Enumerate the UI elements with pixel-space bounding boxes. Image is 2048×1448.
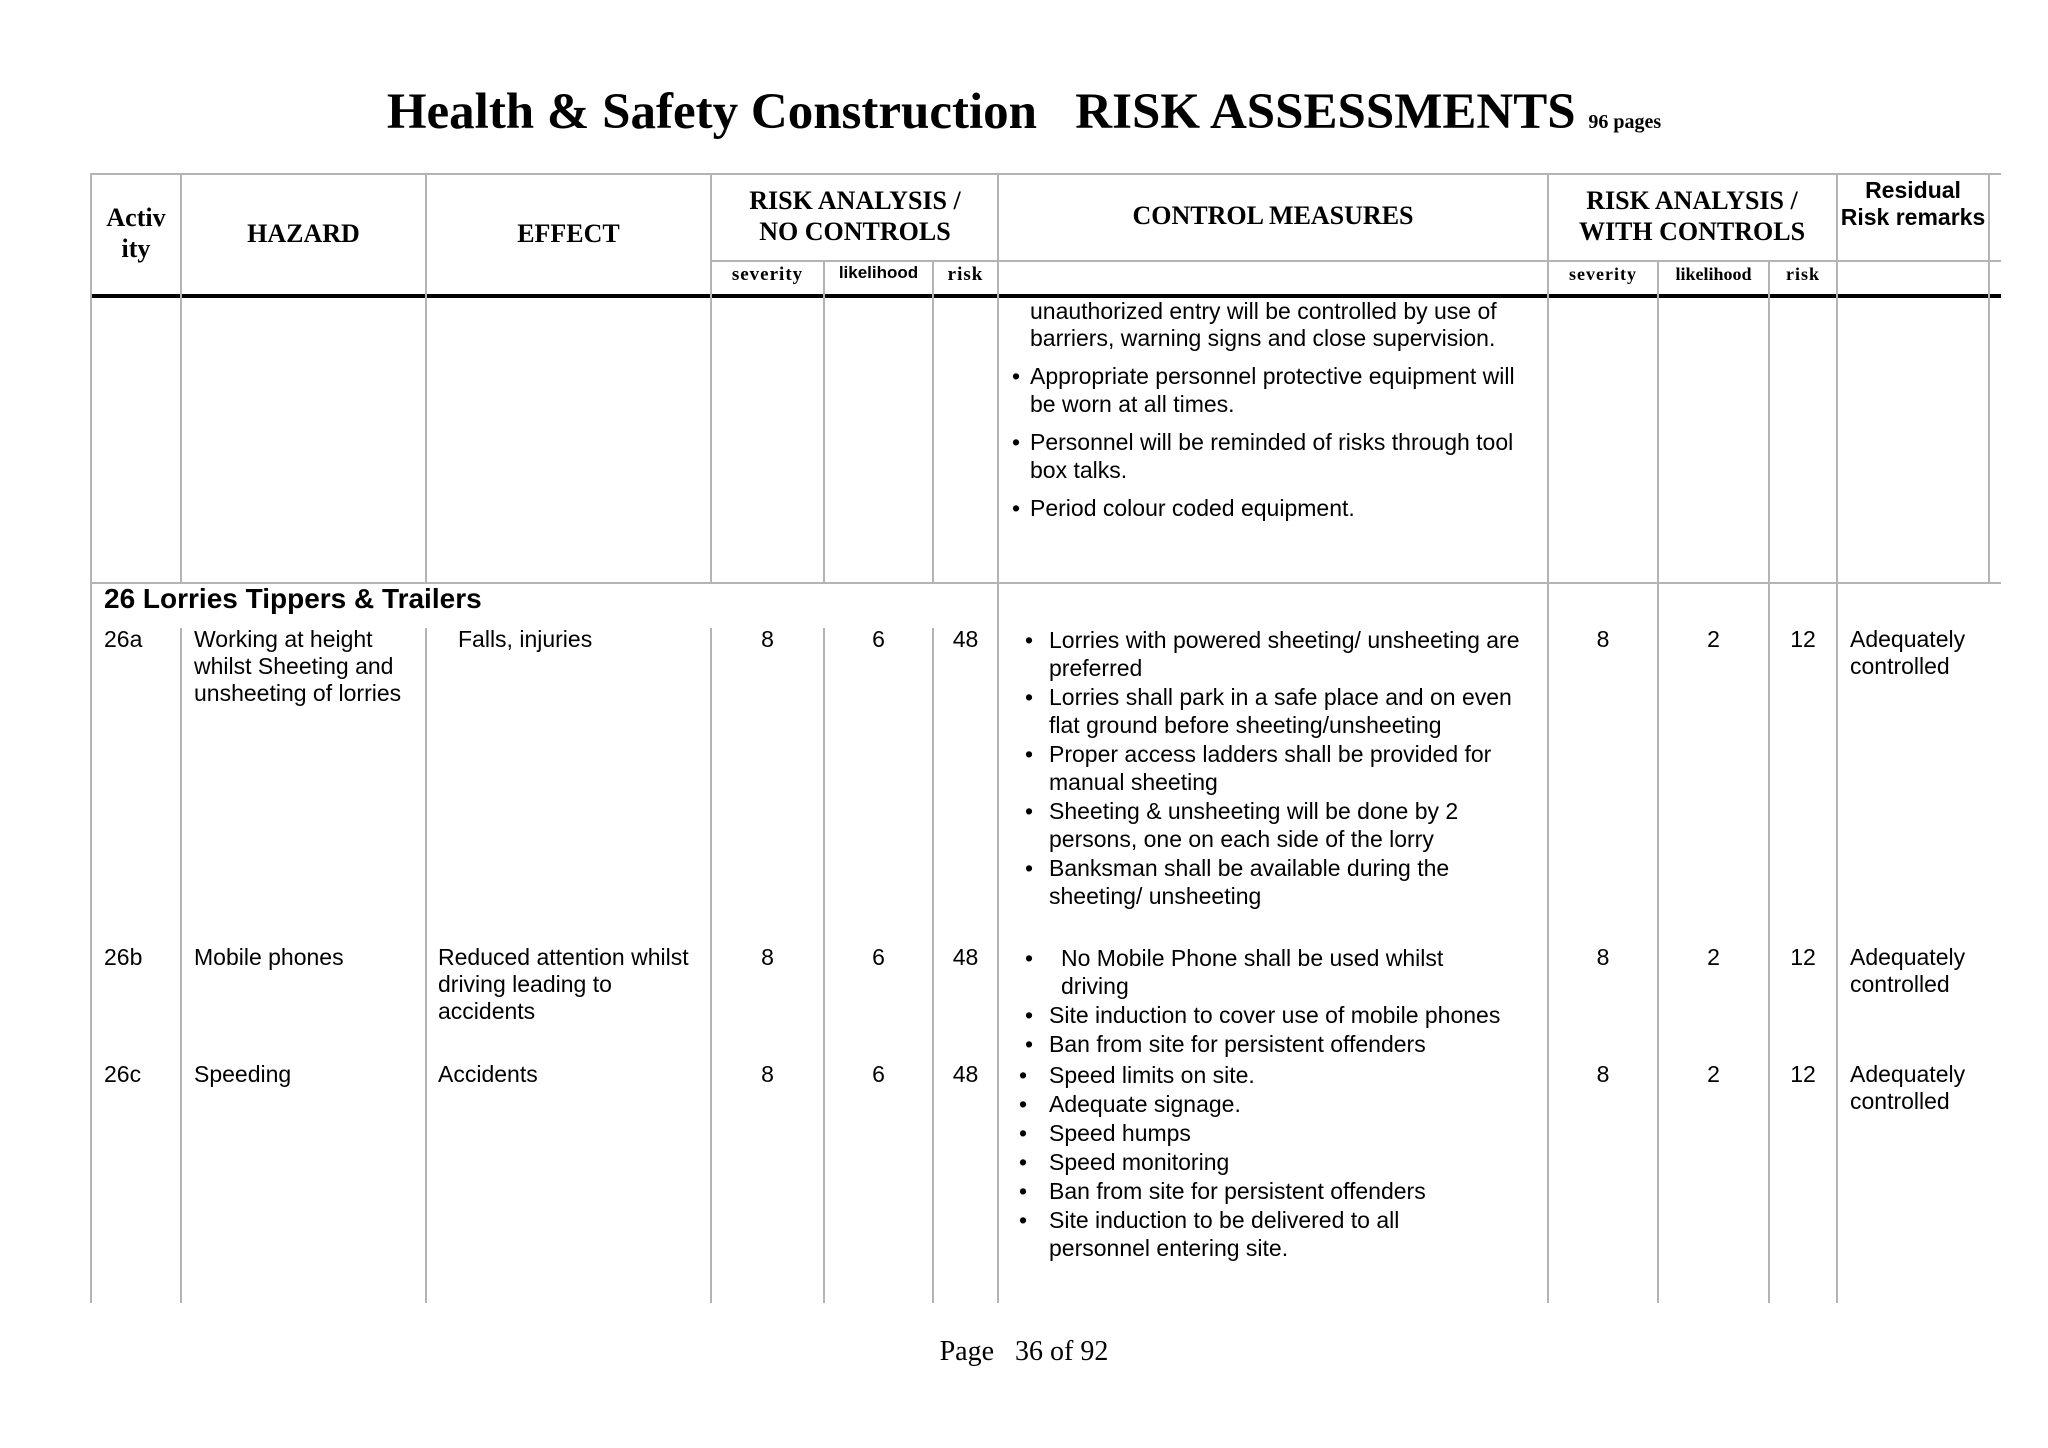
row-26c-likelihood: 6 <box>872 1061 885 1087</box>
row-26a-effect: Falls, injuries <box>458 626 593 652</box>
row-26b-control-list <box>1009 944 1539 1058</box>
row-26b-id: 26b <box>104 944 143 970</box>
row-26b-controls <box>1009 944 1539 1059</box>
col-line-7 <box>1547 173 1549 1303</box>
list-item: • Period colour coded equipment. <box>1006 494 1536 522</box>
col-line-9 <box>1768 260 1770 1303</box>
header-residual <box>1838 177 1988 231</box>
header-activity-text: Activ ity <box>106 203 166 263</box>
row-26c-hazard: Speeding <box>194 1061 292 1087</box>
subheader-likelihood-text: likelihood <box>838 263 919 282</box>
list-item: • Lorries shall park in a safe place and on even flat ground before sheeting/unsheeting <box>1009 683 1539 739</box>
document-title-text: Health & Safety Construction RISK ASSESSMENTS <box>386 84 1576 140</box>
continuation-lead-text: unauthorized entry will be controlled by use of barriers, warning signs and close supervision. <box>1030 298 1497 351</box>
row-26b-risk: 48 <box>952 944 979 970</box>
row-26b-hazard: Mobile phones <box>194 944 344 970</box>
header-control-measures <box>999 200 1547 231</box>
subheader-risk-text: risk <box>947 264 984 285</box>
row-26c-risk-c: 12 <box>1790 1061 1816 1087</box>
row-26b-effect: Reduced attention whilst driving leading to accidents <box>438 944 689 1024</box>
header-activity <box>92 202 180 264</box>
list-item: • Speed limits on site. <box>1003 1061 1539 1089</box>
row-26a-controls <box>1009 626 1539 911</box>
row-26b-likelihood: 6 <box>872 944 885 970</box>
page-number: Page 36 of 92 <box>939 1336 1109 1367</box>
list-item: • Ban from site for persistent offenders <box>1003 1177 1539 1205</box>
col-line-6 <box>997 173 999 1303</box>
col-line-5 <box>932 260 934 583</box>
row-26c-severity: 8 <box>761 1061 774 1087</box>
list-item: • Site induction to cover use of mobile phones <box>1009 1001 1539 1029</box>
col-line-10 <box>1836 173 1838 1303</box>
row-26a-severity: 8 <box>761 626 774 652</box>
row-26a-id: 26a <box>104 626 143 652</box>
col-line-3 <box>710 173 712 583</box>
header-hazard-text: HAZARD <box>247 219 360 248</box>
list-item: • Lorries with powered sheeting/ unsheeting are preferred <box>1009 626 1539 682</box>
row-26b-severity: 8 <box>761 944 774 970</box>
subheader-severity <box>712 264 823 286</box>
list-item: • Adequate signage. <box>1003 1090 1539 1118</box>
col-line-0 <box>90 173 92 1303</box>
row-26b-remarks: Adequately controlled <box>1850 944 1966 997</box>
row-26a-control-list <box>1009 626 1539 910</box>
row-26b-likelihood-c: 2 <box>1707 944 1720 970</box>
section-title <box>104 582 482 616</box>
list-item: • Proper access ladders shall be provided for manual sheeting <box>1009 740 1539 796</box>
pages-note: 96 pages <box>1588 111 1662 133</box>
continuation-controls <box>1006 298 1536 522</box>
col-line-8 <box>1657 260 1659 1303</box>
list-item: • Site induction to be delivered to all personnel entering site. <box>1003 1206 1539 1262</box>
header-effect-text: EFFECT <box>517 219 620 248</box>
list-item: • Appropriate personnel protective equipment will be worn at all times. <box>1006 362 1536 418</box>
header-residual-text: Residual Risk remarks <box>1840 177 1986 230</box>
row-26a-likelihood: 6 <box>872 626 885 652</box>
list-item: • Speed humps <box>1003 1119 1539 1147</box>
subheader-divider <box>710 260 2001 262</box>
row-26c-remarks: Adequately controlled <box>1850 1061 1966 1114</box>
row-26a-hazard: Working at height whilst Sheeting and unsheeting of lorries <box>194 626 402 706</box>
header-control-measures-text: CONTROL MEASURES <box>1132 201 1414 230</box>
subheader-severity-text: severity <box>731 264 804 285</box>
row-26a-remarks: Adequately controlled <box>1850 626 1966 679</box>
row-26a-severity-c: 8 <box>1596 626 1610 652</box>
header-risk-with-controls-text: RISK ANALYSIS / WITH CONTROLS <box>1578 186 1806 246</box>
col-line-2b <box>425 628 427 1303</box>
row-26b-severity-c: 8 <box>1596 944 1610 970</box>
col-line-1b <box>180 628 182 1303</box>
header-hazard <box>182 218 425 249</box>
header-risk-with-controls <box>1560 185 1824 247</box>
subheader-likelihood-c <box>1659 264 1768 285</box>
subheader-likelihood-c-text: likelihood <box>1675 264 1752 284</box>
row-26c-severity-c: 8 <box>1596 1061 1610 1087</box>
list-item: • Sheeting & unsheeting will be done by 2 persons, one on each side of the lorry <box>1009 797 1539 853</box>
continuation-bullets <box>1006 362 1536 522</box>
row-26c-risk: 48 <box>952 1061 979 1087</box>
document-title <box>0 82 2048 152</box>
subheader-severity-c <box>1549 264 1657 285</box>
list-item: • Personnel will be reminded of risks through tool box talks. <box>1006 428 1536 484</box>
row-26c-effect: Accidents <box>438 1061 538 1087</box>
row-26c-likelihood-c: 2 <box>1707 1061 1720 1087</box>
subheader-risk-c-text: risk <box>1785 264 1820 284</box>
list-item: • Banksman shall be available during the sheeting/ unsheeting <box>1009 854 1539 910</box>
row-26c-controls <box>1003 1061 1539 1263</box>
row-26a-likelihood-c: 2 <box>1707 626 1720 652</box>
subheader-risk <box>934 264 997 286</box>
header-risk-no-controls-text: RISK ANALYSIS / NO CONTROLS <box>749 186 961 246</box>
row-26c-control-list <box>1003 1061 1539 1262</box>
list-item: • Speed monitoring <box>1003 1148 1539 1176</box>
list-item: • No Mobile Phone shall be used whilst driving <box>1009 944 1539 1000</box>
row-26a-risk: 48 <box>952 626 979 652</box>
header-effect <box>427 218 710 249</box>
subheader-severity-c-text: severity <box>1569 264 1637 284</box>
subheader-likelihood <box>825 263 932 283</box>
row-26b-risk-c: 12 <box>1790 944 1816 970</box>
col-line-11 <box>1988 173 1990 583</box>
row-26a-risk-c: 12 <box>1790 626 1816 652</box>
row-26c-id: 26c <box>104 1061 142 1087</box>
header-risk-no-controls <box>735 185 975 247</box>
list-item: • Ban from site for persistent offenders <box>1009 1030 1539 1058</box>
table-top-border <box>90 173 2001 175</box>
col-line-4 <box>823 260 825 583</box>
subheader-risk-c <box>1770 264 1836 285</box>
section-title-text: 26 Lorries Tippers & Trailers <box>104 583 482 614</box>
